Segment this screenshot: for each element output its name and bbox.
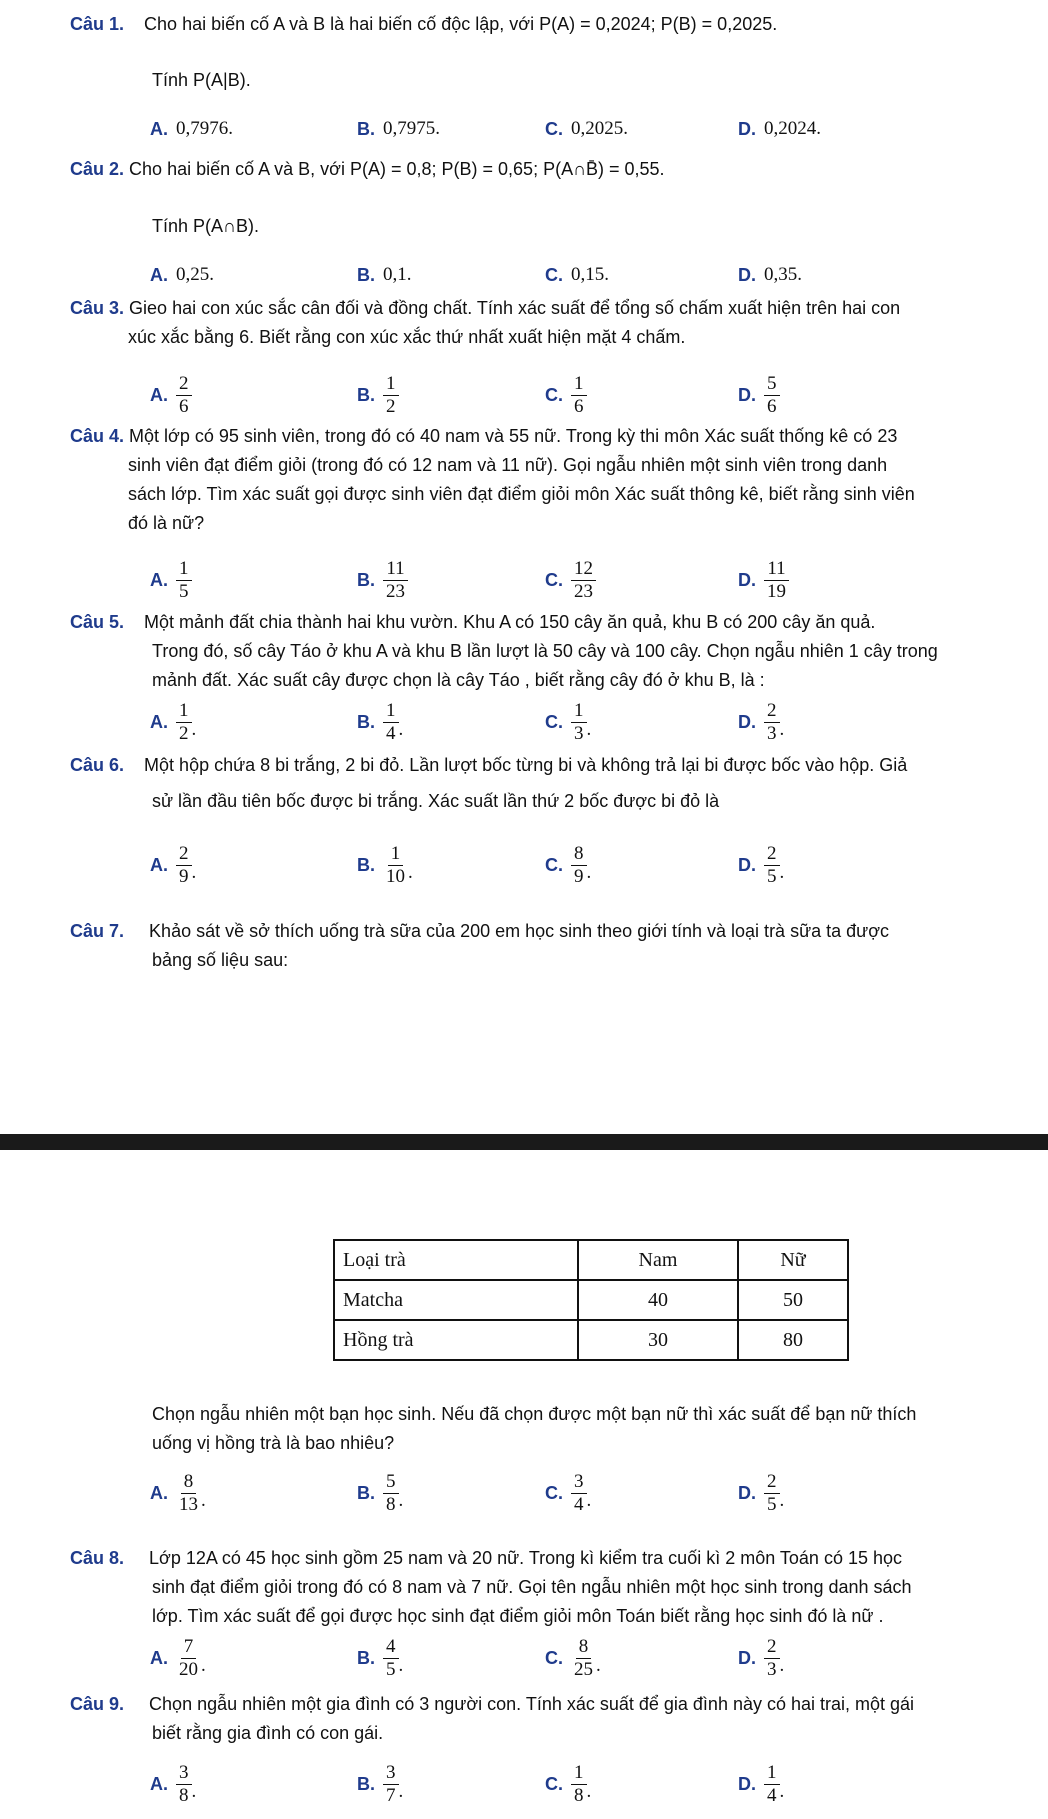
denominator: 25 [574, 1658, 593, 1680]
question-label: Câu 4. [70, 426, 125, 446]
option-d[interactable] [738, 250, 802, 300]
question-4-options [150, 555, 1010, 605]
option-letter: A. [150, 569, 168, 590]
option-tail: . [191, 862, 197, 883]
option-letter: A. [150, 118, 168, 139]
option-d[interactable] [738, 1633, 784, 1683]
question-label: Câu 6. [70, 755, 125, 775]
option-b[interactable] [357, 104, 440, 154]
numerator: 5 [764, 373, 780, 396]
denominator: 4 [574, 1493, 584, 1515]
option-d[interactable] [738, 1468, 784, 1518]
denominator: 6 [574, 395, 584, 417]
option-b[interactable] [357, 370, 399, 420]
option-letter: B. [357, 569, 375, 590]
option-fraction [176, 1471, 201, 1516]
numerator: 1 [383, 373, 399, 396]
option-letter: A. [150, 264, 168, 285]
option-letter: C. [545, 854, 563, 875]
numerator: 1 [764, 1762, 780, 1785]
question-label: Câu 2. [70, 159, 125, 179]
option-a[interactable] [150, 840, 196, 890]
option-fraction [571, 1636, 596, 1681]
question-7-options [150, 1468, 1010, 1518]
question-text: Gieo hai con xúc sắc cân đối và đồng chất. Tính xác suất để tổng số chấm xuất hiện trên hai con [129, 298, 901, 318]
option-tail: . [201, 1655, 206, 1676]
numerator: 4 [383, 1636, 399, 1659]
question-label: Câu 9. [70, 1694, 125, 1714]
option-letter: D. [738, 1482, 756, 1503]
option-c[interactable] [545, 1468, 591, 1518]
numerator: 2 [176, 373, 192, 396]
table-cell: 40 [578, 1280, 738, 1320]
option-tail: . [398, 1490, 404, 1511]
option-b[interactable] [357, 1468, 403, 1518]
option-letter: B. [357, 1482, 375, 1503]
table-row [334, 1280, 848, 1320]
option-letter: D. [738, 264, 756, 285]
option-fraction [764, 1762, 780, 1807]
option-letter: C. [545, 118, 563, 139]
option-a[interactable] [150, 697, 196, 747]
numerator: 5 [383, 1471, 399, 1494]
option-fraction [571, 373, 587, 418]
option-letter: D. [738, 1647, 756, 1668]
denominator: 8 [179, 1784, 189, 1806]
question-1 [70, 10, 1028, 39]
question-1-options [150, 104, 1010, 154]
option-tail: . [586, 1490, 592, 1511]
option-fraction [383, 700, 399, 745]
option-fraction [571, 1471, 587, 1516]
option-letter: C. [545, 264, 563, 285]
option-letter: B. [357, 118, 375, 139]
option-tail: . [779, 862, 785, 883]
option-fraction [383, 843, 408, 888]
option-a[interactable] [150, 250, 214, 300]
option-a[interactable] [150, 104, 233, 154]
question-text: uống vị hồng trà là bao nhiêu? [152, 1433, 395, 1453]
option-letter: D. [738, 1773, 756, 1794]
table-row [334, 1320, 848, 1360]
table-cell: 30 [578, 1320, 738, 1360]
question-text: đó là nữ? [128, 513, 205, 533]
option-tail: . [586, 862, 592, 883]
option-tail: . [398, 1781, 404, 1802]
numerator: 7 [181, 1636, 197, 1659]
option-c[interactable] [545, 104, 628, 154]
option-letter: D. [738, 854, 756, 875]
option-letter: A. [150, 1482, 168, 1503]
question-label: Câu 3. [70, 298, 125, 318]
question-8 [70, 1544, 1028, 1631]
denominator: 23 [574, 580, 593, 602]
question-label: Câu 5. [70, 612, 125, 632]
table-header: Nam [578, 1240, 738, 1280]
option-c[interactable] [545, 250, 609, 300]
numerator: 1 [571, 1762, 587, 1785]
option-letter: C. [545, 384, 563, 405]
option-letter: C. [545, 569, 563, 590]
option-d[interactable] [738, 370, 780, 420]
option-value: 0,7976. [176, 118, 233, 139]
question-label: Câu 7. [70, 921, 125, 941]
denominator: 9 [574, 865, 584, 887]
option-letter: A. [150, 1773, 168, 1794]
option-value: 0,15. [571, 264, 609, 285]
option-letter: B. [357, 264, 375, 285]
table-header: Nữ [738, 1240, 848, 1280]
question-text: sử lần đầu tiên bốc được bi trắng. Xác suất lần thứ 2 bốc được bi đỏ là [152, 791, 720, 811]
option-b[interactable] [357, 555, 408, 605]
option-tail: . [596, 1655, 601, 1676]
question-text: Một lớp có 95 sinh viên, trong đó có 40 nam và 55 nữ. Trong kỳ thi môn Xác suất thống kê có 23 [129, 426, 898, 446]
numerator: 3 [383, 1762, 399, 1785]
question-8-options [150, 1633, 1010, 1683]
denominator: 2 [179, 722, 189, 744]
question-text: mảnh đất. Xác suất cây được chọn là cây Táo , biết rằng cây đó ở khu B, là : [152, 670, 765, 690]
option-tail: . [191, 719, 197, 740]
numerator: 8 [181, 1471, 197, 1494]
numerator: 1 [388, 843, 404, 866]
option-a[interactable] [150, 1759, 196, 1809]
numerator: 2 [764, 1636, 780, 1659]
table-cell: Hồng trà [334, 1320, 578, 1360]
table-cell: 50 [738, 1280, 848, 1320]
option-letter: D. [738, 569, 756, 590]
numerator: 2 [176, 843, 192, 866]
option-b[interactable] [357, 250, 412, 300]
option-letter: A. [150, 384, 168, 405]
option-tail: . [779, 1655, 785, 1676]
option-letter: A. [150, 1647, 168, 1668]
denominator: 9 [179, 865, 189, 887]
question-text: Tính P(A∩B). [152, 216, 259, 236]
table-cell: Matcha [334, 1280, 578, 1320]
option-d[interactable] [738, 104, 821, 154]
denominator: 20 [179, 1658, 198, 1680]
option-a[interactable] [150, 370, 192, 420]
table-header: Loại trà [334, 1240, 578, 1280]
question-text: lớp. Tìm xác suất để gọi được học sinh đạt điểm giỏi môn Toán biết rằng học sinh đó là nữ . [152, 1606, 884, 1626]
question-5 [70, 608, 1028, 695]
option-fraction [571, 1762, 587, 1807]
numerator: 3 [571, 1471, 587, 1494]
question-text: Chọn ngẫu nhiên một bạn học sinh. Nếu đã chọn được một bạn nữ thì xác suất để bạn nữ thích [152, 1404, 917, 1424]
question-7-followup [152, 1400, 1028, 1458]
denominator: 10 [386, 865, 405, 887]
option-letter: D. [738, 711, 756, 732]
question-5-options [150, 697, 1010, 747]
question-1-subline [70, 66, 1028, 95]
denominator: 3 [574, 722, 584, 744]
option-a[interactable] [150, 555, 192, 605]
option-letter: B. [357, 854, 375, 875]
numerator: 2 [764, 700, 780, 723]
denominator: 6 [179, 395, 189, 417]
question-2-options [150, 250, 1010, 300]
question-text: Tính P(A|B). [152, 70, 251, 90]
option-fraction [176, 558, 192, 603]
question-7 [70, 917, 1028, 975]
option-d[interactable] [738, 840, 784, 890]
option-fraction [571, 843, 587, 888]
option-fraction [383, 1636, 399, 1681]
denominator: 4 [386, 722, 396, 744]
numerator: 8 [571, 843, 587, 866]
option-fraction [383, 373, 399, 418]
question-text: Cho hai biến cố A và B, với P(A) = 0,8; P(B) = 0,65; P(A∩B̄) = 0,55. [129, 159, 665, 179]
option-b[interactable] [357, 1633, 403, 1683]
option-fraction [383, 1471, 399, 1516]
tea-preference-table [333, 1239, 849, 1361]
option-fraction [764, 1636, 780, 1681]
option-tail: . [586, 719, 592, 740]
denominator: 6 [767, 395, 777, 417]
option-c[interactable] [545, 555, 596, 605]
question-text: sinh đạt điểm giỏi trong đó có 8 nam và 7 nữ. Gọi tên ngẫu nhiên một học sinh trong danh sách [152, 1577, 912, 1597]
question-text: Cho hai biến cố A và B là hai biến cố độc lập, với P(A) = 0,2024; P(B) = 0,2025. [144, 14, 778, 34]
question-text: Lớp 12A có 45 học sinh gồm 25 nam và 20 nữ. Trong kì kiểm tra cuối kì 2 môn Toán có 15 học [149, 1548, 902, 1568]
option-fraction [764, 700, 780, 745]
question-9-options [150, 1759, 1010, 1809]
denominator: 5 [386, 1658, 396, 1680]
denominator: 2 [386, 395, 396, 417]
option-c[interactable] [545, 1759, 591, 1809]
option-letter: C. [545, 1647, 563, 1668]
numerator: 1 [176, 558, 192, 581]
option-fraction [764, 558, 789, 603]
question-label: Câu 1. [70, 14, 125, 34]
question-text: Một hộp chứa 8 bi trắng, 2 bi đỏ. Lần lượt bốc từng bi và không trả lại bi được bốc vào hộp. Giả [144, 755, 908, 775]
question-text: bảng số liệu sau: [152, 950, 289, 970]
option-value: 0,35. [764, 264, 802, 285]
question-4 [70, 422, 1028, 538]
option-letter: D. [738, 118, 756, 139]
numerator: 8 [576, 1636, 592, 1659]
option-value: 0,2024. [764, 118, 821, 139]
denominator: 8 [574, 1784, 584, 1806]
denominator: 4 [767, 1784, 777, 1806]
question-text: sách lớp. Tìm xác suất gọi được sinh viên đạt điểm giỏi môn Xác suất thông kê, biết rằng sinh viên [128, 484, 915, 504]
denominator: 5 [767, 1493, 777, 1515]
option-tail: . [191, 1781, 197, 1802]
option-b[interactable] [357, 1759, 403, 1809]
option-letter: A. [150, 854, 168, 875]
question-text: xúc xắc bằng 6. Biết rằng con xúc xắc thứ nhất xuất hiện mặt 4 chấm. [128, 327, 686, 347]
option-letter: C. [545, 711, 563, 732]
option-value: 0,25. [176, 264, 214, 285]
option-letter: A. [150, 711, 168, 732]
question-6 [70, 751, 1028, 780]
denominator: 5 [179, 580, 189, 602]
option-letter: B. [357, 711, 375, 732]
option-d[interactable] [738, 1759, 784, 1809]
numerator: 1 [176, 700, 192, 723]
question-3 [70, 294, 1028, 352]
option-value: 0,1. [383, 264, 412, 285]
option-tail: . [779, 719, 785, 740]
question-text: Một mảnh đất chia thành hai khu vườn. Khu A có 150 cây ăn quả, khu B có 200 cây ăn quả. [144, 612, 876, 632]
option-c[interactable] [545, 840, 591, 890]
screenshot-separator [0, 1134, 1048, 1150]
option-fraction [571, 558, 596, 603]
option-fraction [764, 843, 780, 888]
option-b[interactable] [357, 697, 403, 747]
numerator: 3 [176, 1762, 192, 1785]
denominator: 3 [767, 1658, 777, 1680]
option-fraction [764, 1471, 780, 1516]
table-cell: 80 [738, 1320, 848, 1360]
question-text: Chọn ngẫu nhiên một gia đình có 3 người con. Tính xác suất để gia đình này có hai trai, một gái [149, 1694, 915, 1714]
option-tail: . [201, 1490, 206, 1511]
option-fraction [383, 558, 408, 603]
question-text: Trong đó, số cây Táo ở khu A và khu B lần lượt là 50 cây và 100 cây. Chọn ngẫu nhiên 1 cây trong [152, 641, 938, 661]
option-letter: B. [357, 1647, 375, 1668]
question-2-subline [70, 212, 1028, 241]
option-fraction [176, 1762, 192, 1807]
denominator: 8 [386, 1493, 396, 1515]
numerator: 12 [571, 558, 596, 581]
option-fraction [571, 700, 587, 745]
option-tail: . [408, 862, 413, 883]
option-letter: B. [357, 1773, 375, 1794]
option-letter: B. [357, 384, 375, 405]
denominator: 13 [179, 1493, 198, 1515]
question-6-subline [70, 787, 1028, 816]
option-letter: C. [545, 1482, 563, 1503]
option-fraction [176, 373, 192, 418]
question-text: Khảo sát về sở thích uống trà sữa của 200 em học sinh theo giới tính và loại trà sữa ta được [149, 921, 890, 941]
option-tail: . [779, 1490, 785, 1511]
denominator: 3 [767, 722, 777, 744]
numerator: 1 [383, 700, 399, 723]
denominator: 19 [767, 580, 786, 602]
numerator: 2 [764, 843, 780, 866]
denominator: 7 [386, 1784, 396, 1806]
option-fraction [383, 1762, 399, 1807]
option-d[interactable] [738, 555, 789, 605]
option-fraction [176, 1636, 201, 1681]
option-d[interactable] [738, 697, 784, 747]
option-value: 0,2025. [571, 118, 628, 139]
option-a[interactable] [150, 1633, 206, 1683]
question-2 [70, 155, 1028, 184]
option-c[interactable] [545, 697, 591, 747]
question-text: sinh viên đạt điểm giỏi (trong đó có 12 nam và 11 nữ). Gọi ngẫu nhiên một sinh viên trong danh [128, 455, 888, 475]
document-page-bottom [0, 1150, 1048, 1819]
question-label: Câu 8. [70, 1548, 125, 1568]
question-text: biết rằng gia đình có con gái. [152, 1723, 384, 1743]
question-3-options [150, 370, 1010, 420]
table-header-row [334, 1240, 848, 1280]
numerator: 1 [571, 700, 587, 723]
option-c[interactable] [545, 370, 587, 420]
option-tail: . [398, 719, 404, 740]
option-tail: . [398, 1655, 404, 1676]
numerator: 1 [571, 373, 587, 396]
option-c[interactable] [545, 1633, 601, 1683]
option-tail: . [779, 1781, 785, 1802]
question-6-options [150, 840, 1010, 890]
option-fraction [176, 700, 192, 745]
option-value: 0,7975. [383, 118, 440, 139]
option-b[interactable] [357, 840, 413, 890]
option-letter: D. [738, 384, 756, 405]
option-a[interactable] [150, 1468, 206, 1518]
question-9 [70, 1690, 1028, 1748]
option-letter: C. [545, 1773, 563, 1794]
option-tail: . [586, 1781, 592, 1802]
numerator: 11 [383, 558, 407, 581]
denominator: 23 [386, 580, 405, 602]
denominator: 5 [767, 865, 777, 887]
numerator: 2 [764, 1471, 780, 1494]
numerator: 11 [764, 558, 788, 581]
option-fraction [176, 843, 192, 888]
option-fraction [764, 373, 780, 418]
